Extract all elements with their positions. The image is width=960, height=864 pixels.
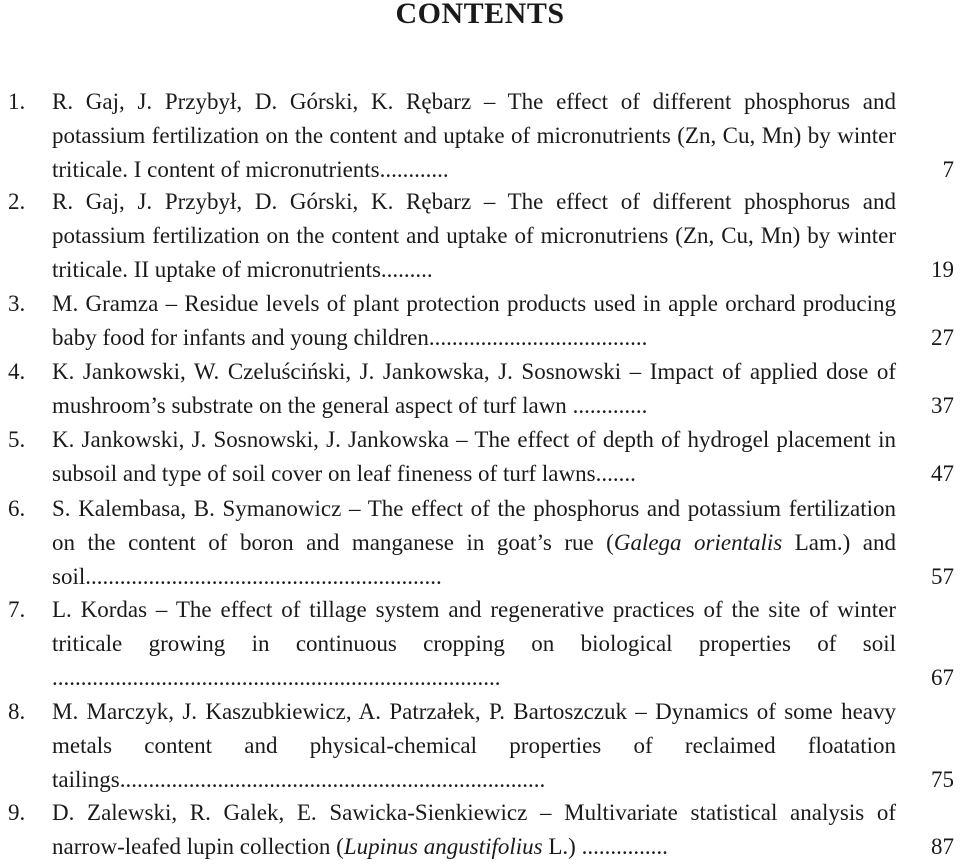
entry-number: 8. <box>8 699 26 724</box>
entry-number: 9. <box>8 800 26 825</box>
entry-number: 4. <box>8 359 26 384</box>
entry-text: S. Kalembasa, B. Symanowicz – The effect of the phosphorus and potassium fertilization on the content of boron and manganese in goat’s rue ( <box>52 496 896 555</box>
entry-page-number: 87 <box>931 834 954 859</box>
toc-entry-8[interactable] <box>0 695 960 797</box>
entry-number: 3. <box>8 291 26 316</box>
entry-title <box>52 695 896 797</box>
entry-leader-dots: ...................................... <box>428 325 648 350</box>
entry-page-number: 27 <box>931 325 954 350</box>
toc-entry-7[interactable] <box>0 593 960 695</box>
entry-leader-dots: ............. <box>566 393 648 418</box>
entry-number: 5. <box>8 427 26 452</box>
entry-text: L. Kordas – The effect of tillage system and regenerative practices of the site of winter triticale growing in continuous cropping on biological properties of soil <box>52 597 896 656</box>
entry-title <box>52 355 896 423</box>
entry-number: 7. <box>8 597 26 622</box>
entry-title <box>52 85 896 187</box>
entry-leader-dots: ............... <box>581 834 668 859</box>
entry-page-number: 57 <box>931 564 954 589</box>
entry-text-tail: Lam.) and soil <box>52 530 896 589</box>
species-name-italic: Lupinus angustifolius <box>343 834 543 859</box>
entry-leader-dots: .............................................................. <box>85 564 442 589</box>
entry-leader-dots: .......................................................................... <box>119 767 546 792</box>
entry-leader-dots: ......... <box>380 257 433 282</box>
entry-page-number: 47 <box>931 461 954 486</box>
entry-number: 6. <box>8 496 26 521</box>
entry-text: M. Gramza – Residue levels of plant protection products used in apple orchard producing baby food for infants and young children <box>52 291 896 350</box>
entry-text: K. Jankowski, W. Czeluściński, J. Jankowska, J. Sosnowski – Impact of applied dose of mushroom’s substrate on the general aspect of turf lawn <box>52 359 896 418</box>
toc-entry-6[interactable] <box>0 492 960 594</box>
entry-text: D. Zalewski, R. Galek, E. Sawicka-Sienkiewicz – Multivariate statistical analysis of narrow-leafed lupin collection ( <box>52 800 896 859</box>
entry-page-number: 67 <box>931 665 954 690</box>
toc-entry-1[interactable] <box>0 85 960 187</box>
entry-number: 2. <box>8 189 26 214</box>
entry-title <box>52 287 896 355</box>
toc-entry-9[interactable] <box>0 796 960 864</box>
entry-title <box>52 796 896 864</box>
entry-page-number: 19 <box>931 257 954 282</box>
entry-leader-dots: ............ <box>379 157 449 182</box>
entry-leader-dots: ....... <box>595 461 636 486</box>
entry-number: 1. <box>8 89 26 114</box>
entry-title <box>52 423 896 491</box>
toc-entry-3[interactable] <box>0 287 960 355</box>
entry-page-number: 37 <box>931 393 954 418</box>
entry-leader-dots: .............................................................................. <box>52 665 501 690</box>
entry-title <box>52 593 896 695</box>
entry-page-number: 7 <box>942 157 954 182</box>
page-title: CONTENTS <box>395 0 565 30</box>
entry-text: R. Gaj, J. Przybył, D. Górski, K. Rębarz – The effect of different phosphorus and potassium fertilization on the content and uptake of micronutrients (Zn, Cu, Mn) by winter triticale. I content of micronutrients <box>52 89 896 182</box>
toc-entry-4[interactable] <box>0 355 960 423</box>
toc-entry-2[interactable] <box>0 185 960 287</box>
entry-page-number: 75 <box>931 767 954 792</box>
entry-text: K. Jankowski, J. Sosnowski, J. Jankowska – The effect of depth of hydrogel placement in subsoil and type of soil cover on leaf fineness of turf lawns <box>52 427 896 486</box>
entry-text: M. Marczyk, J. Kaszubkiewicz, A. Patrzałek, P. Bartoszczuk – Dynamics of some heavy metals content and physical-chemical properties of reclaimed floatation tailings <box>52 699 896 792</box>
entry-title <box>52 492 896 594</box>
entry-text-tail: L.) <box>542 834 582 859</box>
entry-text: R. Gaj, J. Przybył, D. Górski, K. Rębarz – The effect of different phosphorus and potassium fertilization on the content and uptake of micronutriens (Zn, Cu, Mn) by winter triticale. II uptake of micronutrients <box>52 189 896 282</box>
toc-entry-5[interactable] <box>0 423 960 491</box>
entry-title <box>52 185 896 287</box>
species-name-italic: Galega orientalis <box>613 530 783 555</box>
